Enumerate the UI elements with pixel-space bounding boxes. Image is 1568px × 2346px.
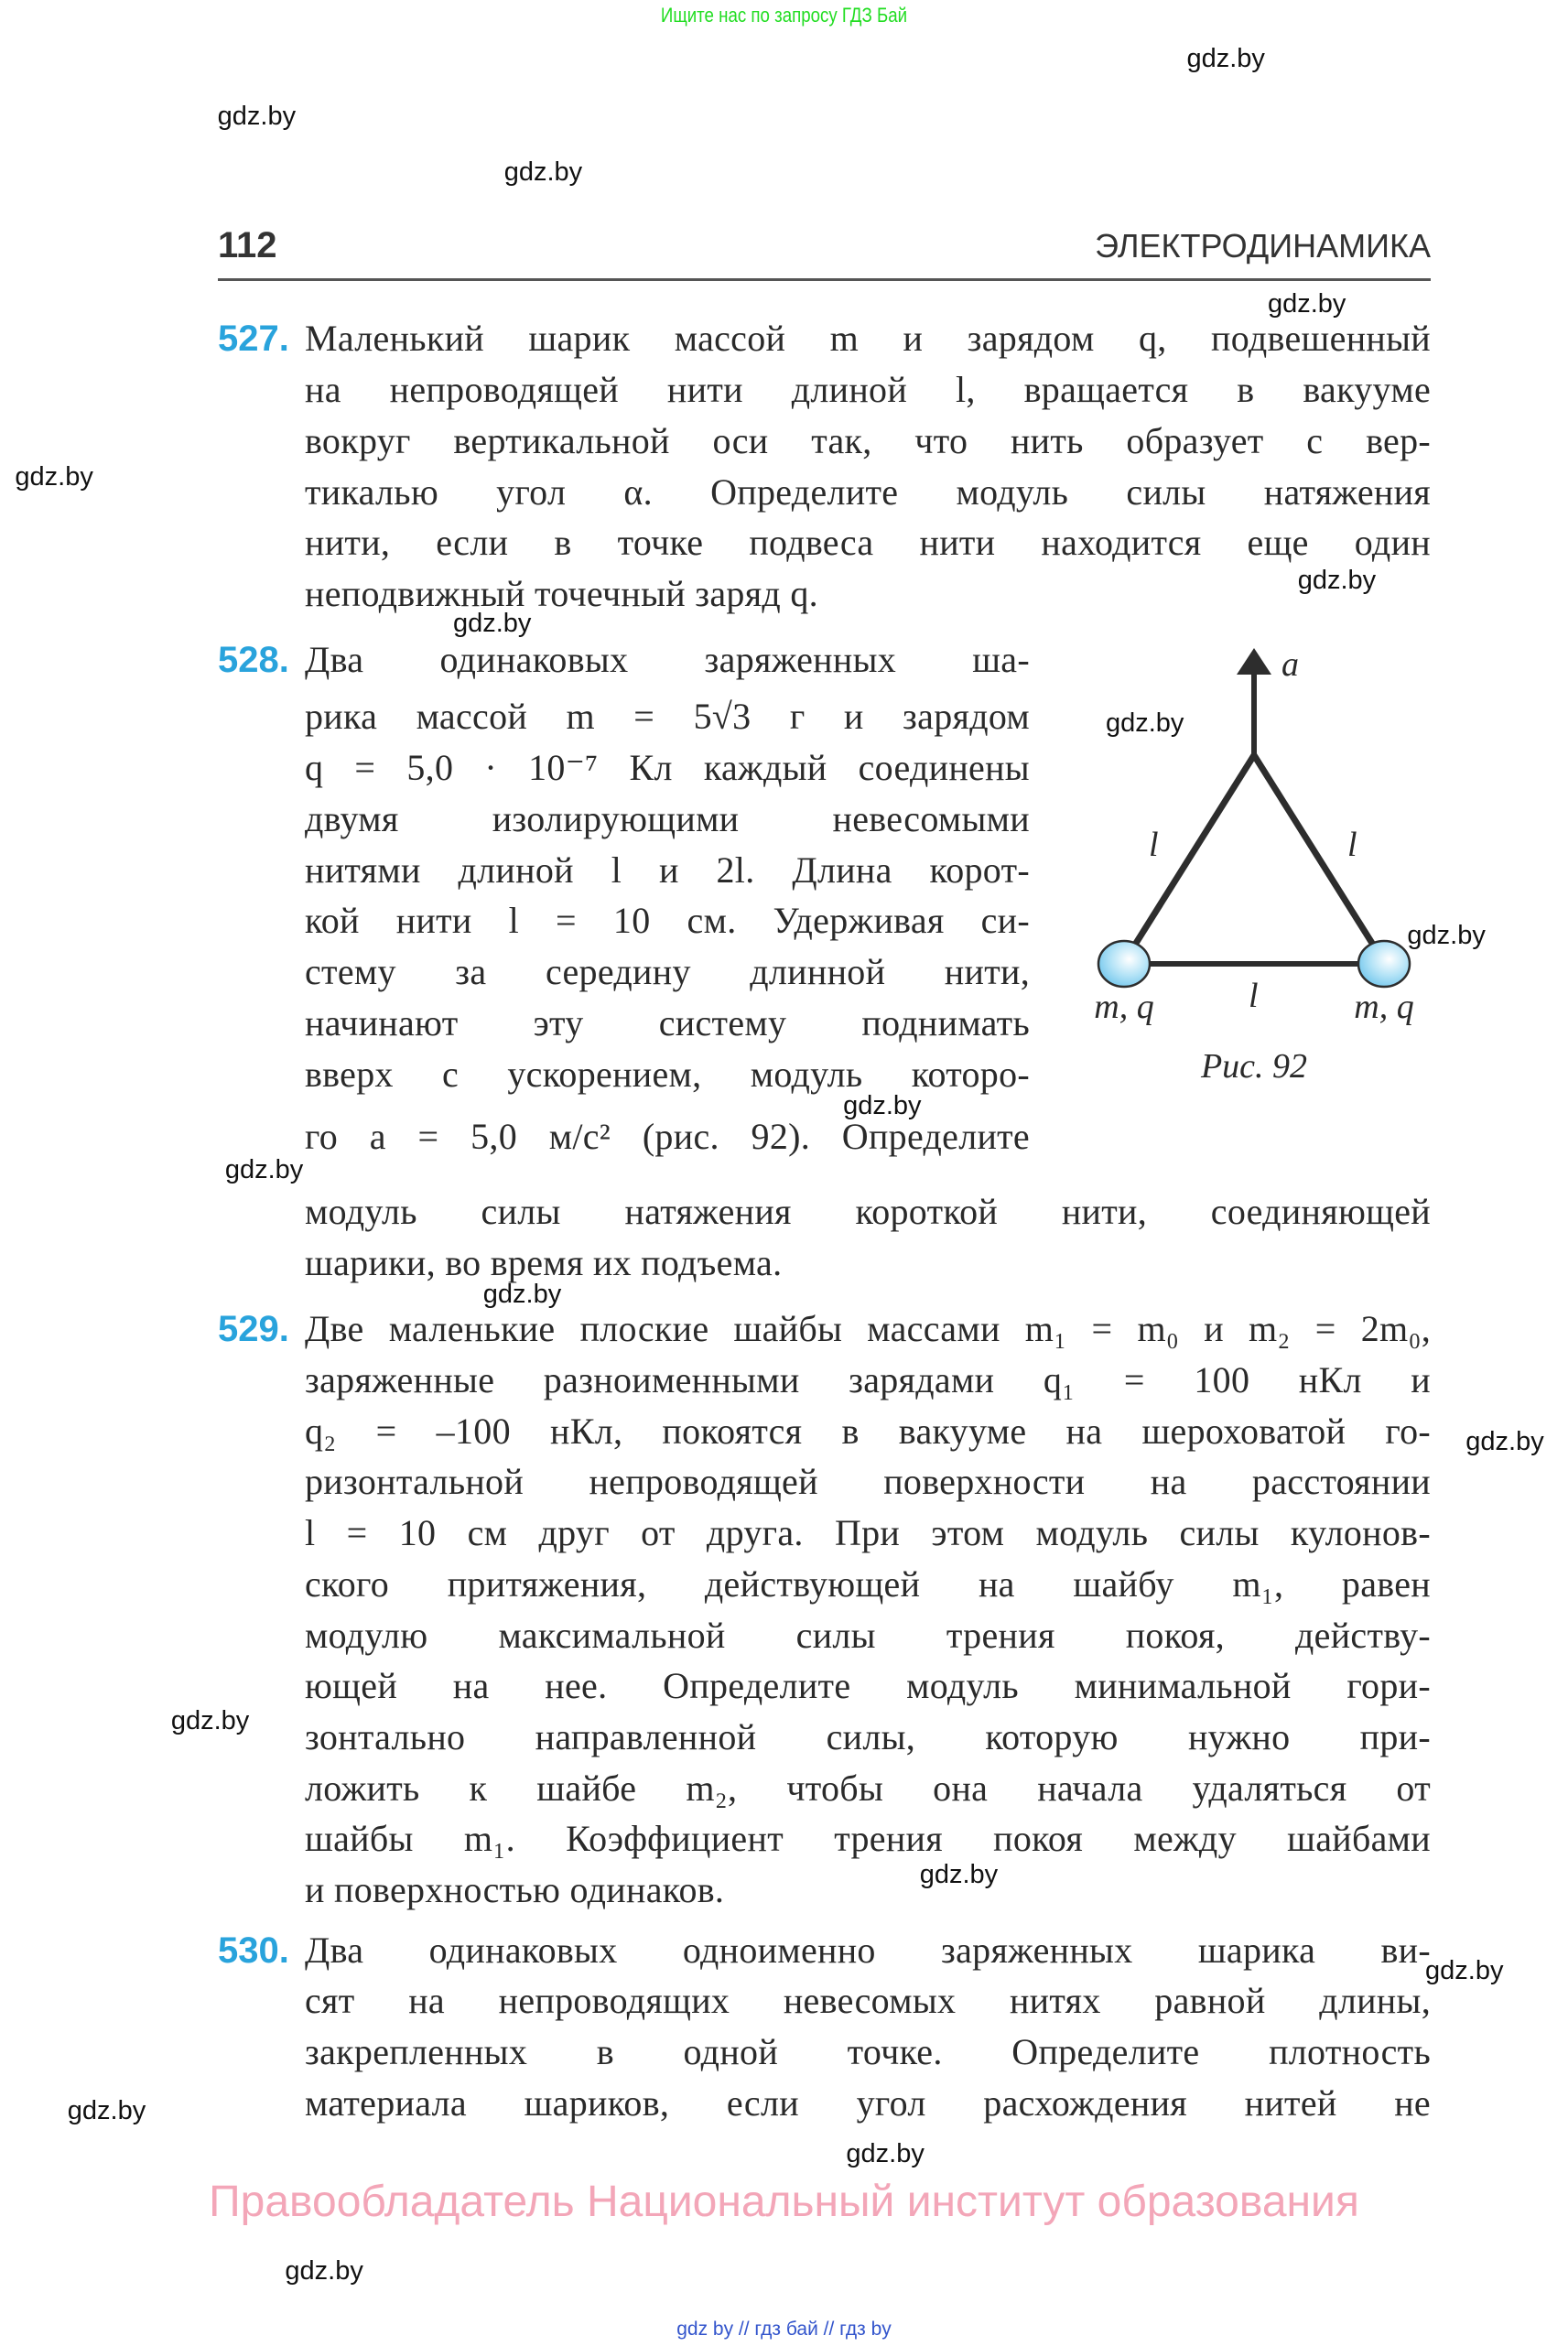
watermark: gdz.by — [482, 1280, 562, 1310]
watermark: gdz.by — [285, 2256, 363, 2287]
problem-text-line: ризонтальной непроводящей поверхности на расстоянии — [305, 1461, 1431, 1503]
problem-text-line: Две маленькие плоские шайбы массами m₁ = m₀ и m₂ = 2m₀, — [305, 1308, 1431, 1350]
problem-text-line: Маленький шарик массой m и зарядом q, подвешенный — [305, 318, 1431, 360]
watermark: gdz.by — [1267, 289, 1346, 319]
watermark: gdz.by — [224, 1155, 304, 1185]
problem-text-line: q = 5,0 · 10⁻⁷ Кл каждый соединены — [305, 747, 1030, 789]
bottom-links[interactable]: gdz by // гдз бай // гдз by — [676, 2319, 892, 2340]
problem-text-line: начинают эту систему поднимать — [305, 1001, 1030, 1043]
problem-text-line: двумя изолирующими невесомыми — [305, 797, 1030, 839]
side-label-left: l — [1149, 826, 1159, 864]
problem-text-line: Два одинаковых одноименно заряженных шарика ви- — [305, 1929, 1431, 1971]
right-ball — [1358, 941, 1410, 987]
watermark: gdz.by — [503, 157, 583, 188]
problem-text-line: рика массой m = 5√3 г и зарядом — [305, 696, 1030, 738]
page-number: 112 — [218, 225, 277, 265]
ball-label-right: m, q — [1354, 988, 1414, 1026]
left-ball — [1098, 941, 1150, 987]
problem-text-line: нитями длиной l и 2l. Длина корот- — [305, 849, 1030, 891]
watermark: gdz.by — [919, 1860, 999, 1890]
watermark: gdz.by — [1105, 708, 1184, 738]
watermark: gdz.by — [1186, 43, 1265, 73]
problem-text-line: зонтально направленной силы, которую нужно при- — [305, 1715, 1431, 1757]
problem-text-line: q₂ = –100 нКл, покоятся в вакууме на шероховатой го- — [305, 1410, 1431, 1452]
problem-text-line: на непроводящей нити длиной l, вращается в вакууме — [305, 369, 1431, 411]
problem-text-line: закрепленных в одной точке. Определите плотность — [305, 2031, 1431, 2073]
problem-text-line: заряженные разноименными зарядами q₁ = 100 нКл и — [305, 1358, 1431, 1400]
problem-text-line: и поверхностью одинаков. — [305, 1869, 725, 1911]
figure-92 — [1053, 622, 1510, 1153]
watermark: gdz.by — [170, 1705, 250, 1735]
problem-text-line: ложить к шайбе m₂, чтобы она начала удаляться от — [305, 1767, 1431, 1809]
watermark: gdz.by — [843, 1090, 922, 1120]
figure-caption: Рис. 92 — [1200, 1047, 1308, 1086]
watermark: gdz.by — [15, 461, 93, 492]
problem-text-line: неподвижный точечный заряд q. — [305, 573, 818, 615]
section-title: ЭЛЕКТРОДИНАМИКА — [1095, 227, 1431, 265]
problem-text-line: Два одинаковых заряженных ша- — [305, 639, 1030, 681]
watermark: gdz.by — [217, 102, 297, 132]
vector-label: a⃗ — [1281, 645, 1326, 684]
problem-text-line: шарики, во время их подъема. — [305, 1242, 783, 1284]
problem-text-line: вокруг вертикальной оси так, что нить образует с вер- — [305, 419, 1431, 461]
watermark: gdz.by — [1425, 1956, 1504, 1986]
watermark: gdz.by — [1297, 565, 1377, 595]
problem-text-line: ющей на нее. Определите модуль минимальной гори- — [305, 1665, 1431, 1707]
top-banner: Ищите нас по запросу ГДЗ Бай — [660, 4, 908, 27]
problem-text-line: го a = 5,0 м/с² (рис. 92). Определите — [305, 1116, 1030, 1158]
problem-text-line: вверх с ускорением, модуль которо- — [305, 1053, 1030, 1095]
watermark: gdz.by — [452, 609, 532, 639]
watermark: gdz.by — [846, 2139, 925, 2169]
ball-label-left: m, q — [1094, 988, 1154, 1026]
problem-number: 530. — [218, 1930, 289, 1971]
problem-text-line: тикалью угол α. Определите модуль силы натяжения — [305, 470, 1431, 513]
problem-text-line: сят на непроводящих невесомых нитях равной длины, — [305, 1980, 1431, 2022]
problem-number: 528. — [218, 640, 289, 681]
problem-text-line: шайбы m₁. Коэффициент трения покоя между шайбами — [305, 1818, 1431, 1860]
problem-text-line: стему за середину длинной нити, — [305, 951, 1030, 993]
acceleration-arrowhead — [1237, 648, 1271, 675]
header-divider — [218, 278, 1431, 281]
problem-number: 529. — [218, 1309, 289, 1350]
problem-text-line: ского притяжения, действующей на шайбу m₁, равен — [305, 1562, 1431, 1605]
problem-text-line: l = 10 см друг от друга. При этом модуль силы кулонов- — [305, 1512, 1431, 1554]
problem-text-line: материала шариков, если угол расхождения нитей не — [305, 2081, 1431, 2124]
problem-text-line: нити, если в точке подвеса нити находится еще один — [305, 522, 1431, 564]
problem-text-line: кой нити l = 10 см. Удерживая си- — [305, 900, 1030, 942]
watermark: gdz.by — [1407, 921, 1486, 951]
problem-number: 527. — [218, 319, 289, 360]
watermark: gdz.by — [67, 2095, 146, 2125]
copyright-footer: Правообладатель Национальный институт образования — [209, 2178, 1359, 2226]
side-label-bottom: l — [1249, 977, 1259, 1015]
side-label-right: l — [1347, 826, 1357, 864]
problem-text-line: модуль силы натяжения короткой нити, соединяющей — [305, 1191, 1431, 1233]
problem-text-line: модулю максимальной силы трения покоя, действу- — [305, 1614, 1431, 1656]
watermark: gdz.by — [1465, 1426, 1544, 1456]
